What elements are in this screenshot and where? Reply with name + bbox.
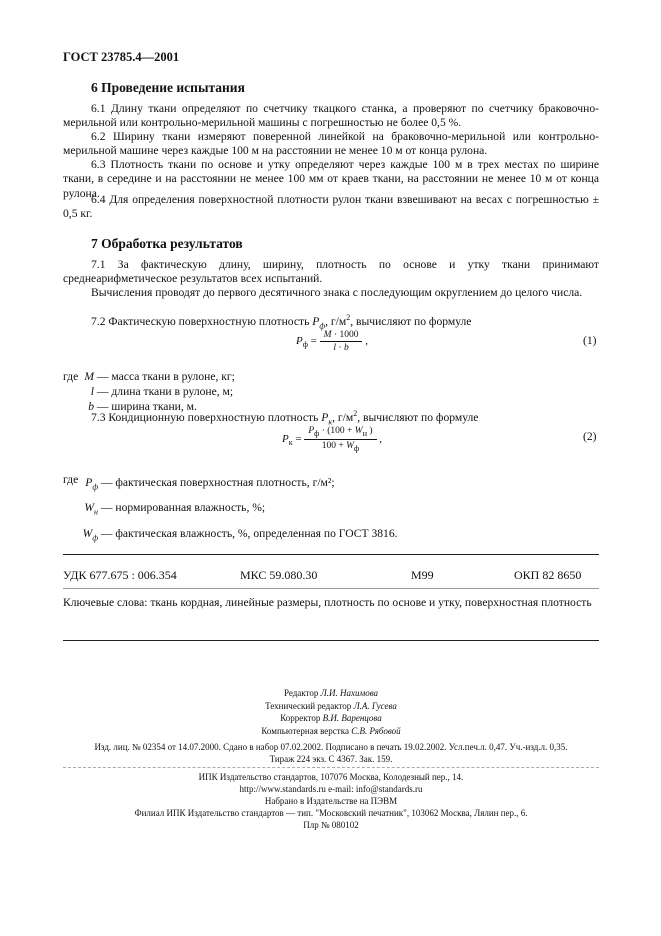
where-label-1: где [63,370,79,383]
para-7-2-prefix: 7.2 Фактическую поверхностную плотность [91,314,313,328]
para-7-1: 7.1 За фактическую длину, ширину, плотность по основе и утку ткани принимают среднеарифметическое результатов всех испытаний. [63,258,599,286]
imprint-corrector: Корректор В.И. Варенцова [280,713,382,723]
imprint-plr: Плр № 080102 [303,820,359,830]
para-6-1: 6.1 Длину ткани определяют по счетчику ткацкого станка, а проверяют по счетчику браковочно-мерильной или контрольно-мерильной машины с погрешностью не более 0,5 %. [63,102,599,130]
formula-2-number: (2) [583,430,597,443]
para-7-3-prefix: 7.3 Кондиционную поверхностную плотность [91,410,322,424]
symbol-p-f: $P_ф$ [312,314,326,331]
legend-2-item-wn: $W_н$ — нормированная влажность, %; [84,501,266,517]
imprint-license: Изд. лиц. № 02354 от 14.07.2000. Сдано в набор 07.02.2002. Подписано в печать 19.02.2002. Усл.печ.л. 0,47. Уч.-изд.л. 0,35. [94,742,568,752]
para-6-2: 6.2 Ширину ткани измеряют поверенной линейкой на браковочно-мерильной или контрольно-мерильной машине через каждые 100 м на расстоянии не менее 10 м от конца рулона. [63,130,599,158]
imprint-print-run: Тираж 224 экз. С 4367. Зак. 159. [269,754,393,764]
document-code: ГОСТ 23785.4—2001 [63,50,180,64]
para-6-4: 6.4 Для определения поверхностной плотности рулон ткани взвешивают на весах с погрешностью ± 0,5 кг. [63,193,599,221]
para-7-1-rounding: Вычисления проводят до первого десятичного знака с последующим округлением до целого числа. [91,286,583,299]
imprint-typeset: Набрано в Издательстве на ПЭВМ [264,796,398,806]
divider-top [63,554,599,555]
udk-code: УДК 677.675 : 006.354 [63,568,177,582]
section-7-title: 7 Обработка результатов [91,236,243,251]
legend-2-item-pf: $P_ф$ — фактическая поверхностная плотность, г/м²; [85,476,335,492]
imprint-publisher: ИПК Издательство стандартов, 107076 Москва, Колодезный пер., 14. [198,772,464,782]
imprint-editor: Редактор Л.И. Нахимова [283,688,379,698]
formula-1-number: (1) [583,334,597,347]
para-7-2: 7.2 Фактическую поверхностную плотность $P_ф$, $г/м^2$, вычисляют по формуле [91,313,472,331]
para-7-3-suffix: , вычисляют по формуле [357,410,479,424]
okp-code: ОКП 82 8650 [514,568,582,582]
para-7-3: 7.3 Кондиционную поверхностную плотность $P_к$, $г/м^2$, вычисляют по формуле [91,409,479,427]
keywords: Ключевые слова: ткань кордная, линейные размеры, плотность по основе и утку, поверхностная плотность [63,596,592,609]
where-label-2: где [63,473,79,486]
para-6-3: 6.3 Плотность ткани по основе и утку определяют через каждые 100 м в трех местах по ширине ткани, в середине и на расстоянии не менее 100 мм от краев ткани, на расстоянии не менее 10 м от конца рулона. [63,158,599,200]
legend-1-item-l: l — длина ткани в рулоне, м; [90,385,234,398]
divider-bottom [63,640,599,641]
imprint-tech-editor: Технический редактор Л.А. Гусева [265,700,397,711]
imprint-contacts: http://www.standards.ru e-mail: info@standards.ru [239,784,423,794]
formula-1: $P_ф$ = $\frac{M \cdot 1000}{l \cdot b}$ , [296,330,368,353]
divider-middle [63,588,599,589]
legend-1-item-m: M — масса ткани в рулоне, кг; [84,370,235,383]
m-code: М99 [411,568,434,582]
legend-2-item-wf: $W_ф$ — фактическая влажность, %, определенная по ГОСТ 3816. [82,526,398,542]
symbol-p-k: $P_к$ [321,410,333,427]
section-6-title: 6 Проведение испытания [91,80,245,95]
legend-1-item-b: b — ширина ткани, м. [88,400,197,413]
imprint-credits [63,687,599,737]
formula-2: $P_к$ = $\frac{P_ф \cdot (100 + W_н )}{100 + W_ф}$ , [282,426,383,453]
imprint-branch: Филиал ИПК Издательство стандартов — тип. "Московский печатник", 103062 Москва, Лялин пер., 6. [134,808,528,818]
imprint-layout: Компьютерная верстка С.В. Рябовой [261,725,401,736]
imprint-divider [63,767,599,768]
legend-2 [72,472,398,548]
para-7-2-suffix: , вычисляют по формуле [350,314,472,328]
mks-code: МКС 59.080.30 [240,568,318,582]
